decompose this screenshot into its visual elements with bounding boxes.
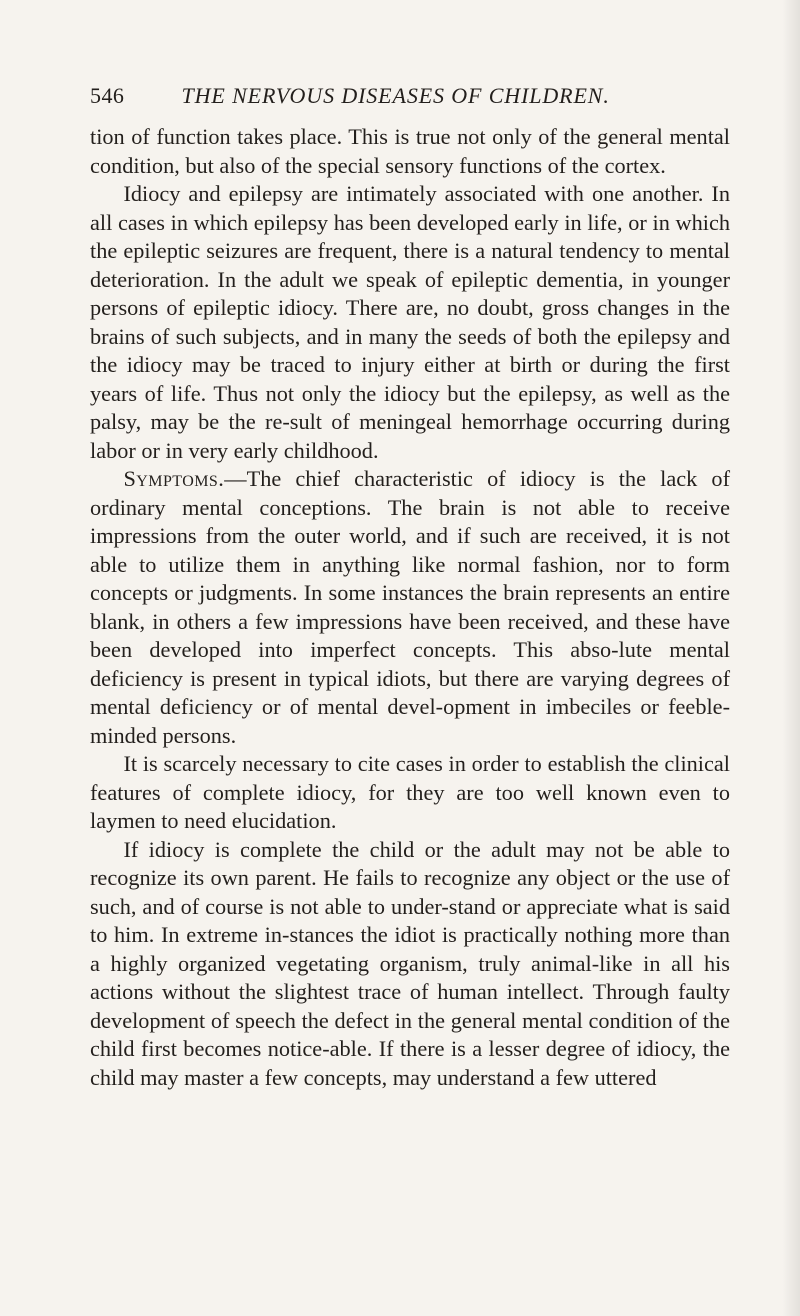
paragraph-clinical-features: It is scarcely necessary to cite cases in order to establish the clinical features of complete idiocy, for they are too well known even to laymen to need elucidation. — [90, 751, 730, 833]
paragraph-symptoms — [90, 465, 730, 750]
body-text — [90, 123, 730, 1269]
page-edge-shadow — [782, 0, 800, 1316]
page-header — [90, 78, 730, 114]
paragraph-symptoms-text: —The chief characteristic of idiocy is the lack of ordinary mental conceptions. The brain is not able to receive impressions from the outer world, and if such are received, it is not able to utilize them in anything like normal fashion, nor to form concepts or judgments. In some instances the brain represents an entire blank, in others a few impressions have been received, and these have been developed into imperfect concepts. This abso-lute mental deficiency is present in typical idiots, but there are varying degrees of mental deficiency or of mental devel-opment in imbeciles or feeble-minded persons. — [90, 466, 730, 748]
section-heading-symptoms: Symptoms. — [123, 466, 225, 491]
running-title: THE NERVOUS DISEASES OF CHILDREN. — [181, 83, 610, 108]
paragraph-idiocy-epilepsy: Idiocy and epilepsy are intimately associated with one another. In all cases in which epilepsy has been developed early in life, or in which the epileptic seizures are frequent, there is a natural tendency to mental deterioration. In the adult we speak of epileptic dementia, in younger persons of epileptic idiocy. There are, no doubt, gross changes in the brains of such subjects, and in many the seeds of both the epilepsy and the idiocy may be traced to injury either at birth or during the first years of life. Thus not only the idiocy but the epilepsy, as well as the palsy, may be the re-sult of meningeal hemorrhage occurring during labor or in very early childhood. — [90, 181, 730, 463]
page-number: 546 — [90, 83, 125, 108]
paragraph-continued: tion of function takes place. This is true not only of the general mental condition, but also of the special sensory functions of the cortex. — [90, 124, 730, 178]
paragraph-complete-idiocy: If idiocy is complete the child or the adult may not be able to recognize its own parent. He fails to recognize any object or the use of such, and of course is not able to under-stand or appreciate what is said to him. In extreme in-stances the idiot is practically nothing more than a highly organized vegetating organism, truly animal-like in all his actions without the slightest trace of human intellect. Through faulty development of speech the defect in the general mental condition of the child first becomes notice-able. If there is a lesser degree of idiocy, the child may master a few concepts, may understand a few uttered — [90, 836, 730, 1090]
